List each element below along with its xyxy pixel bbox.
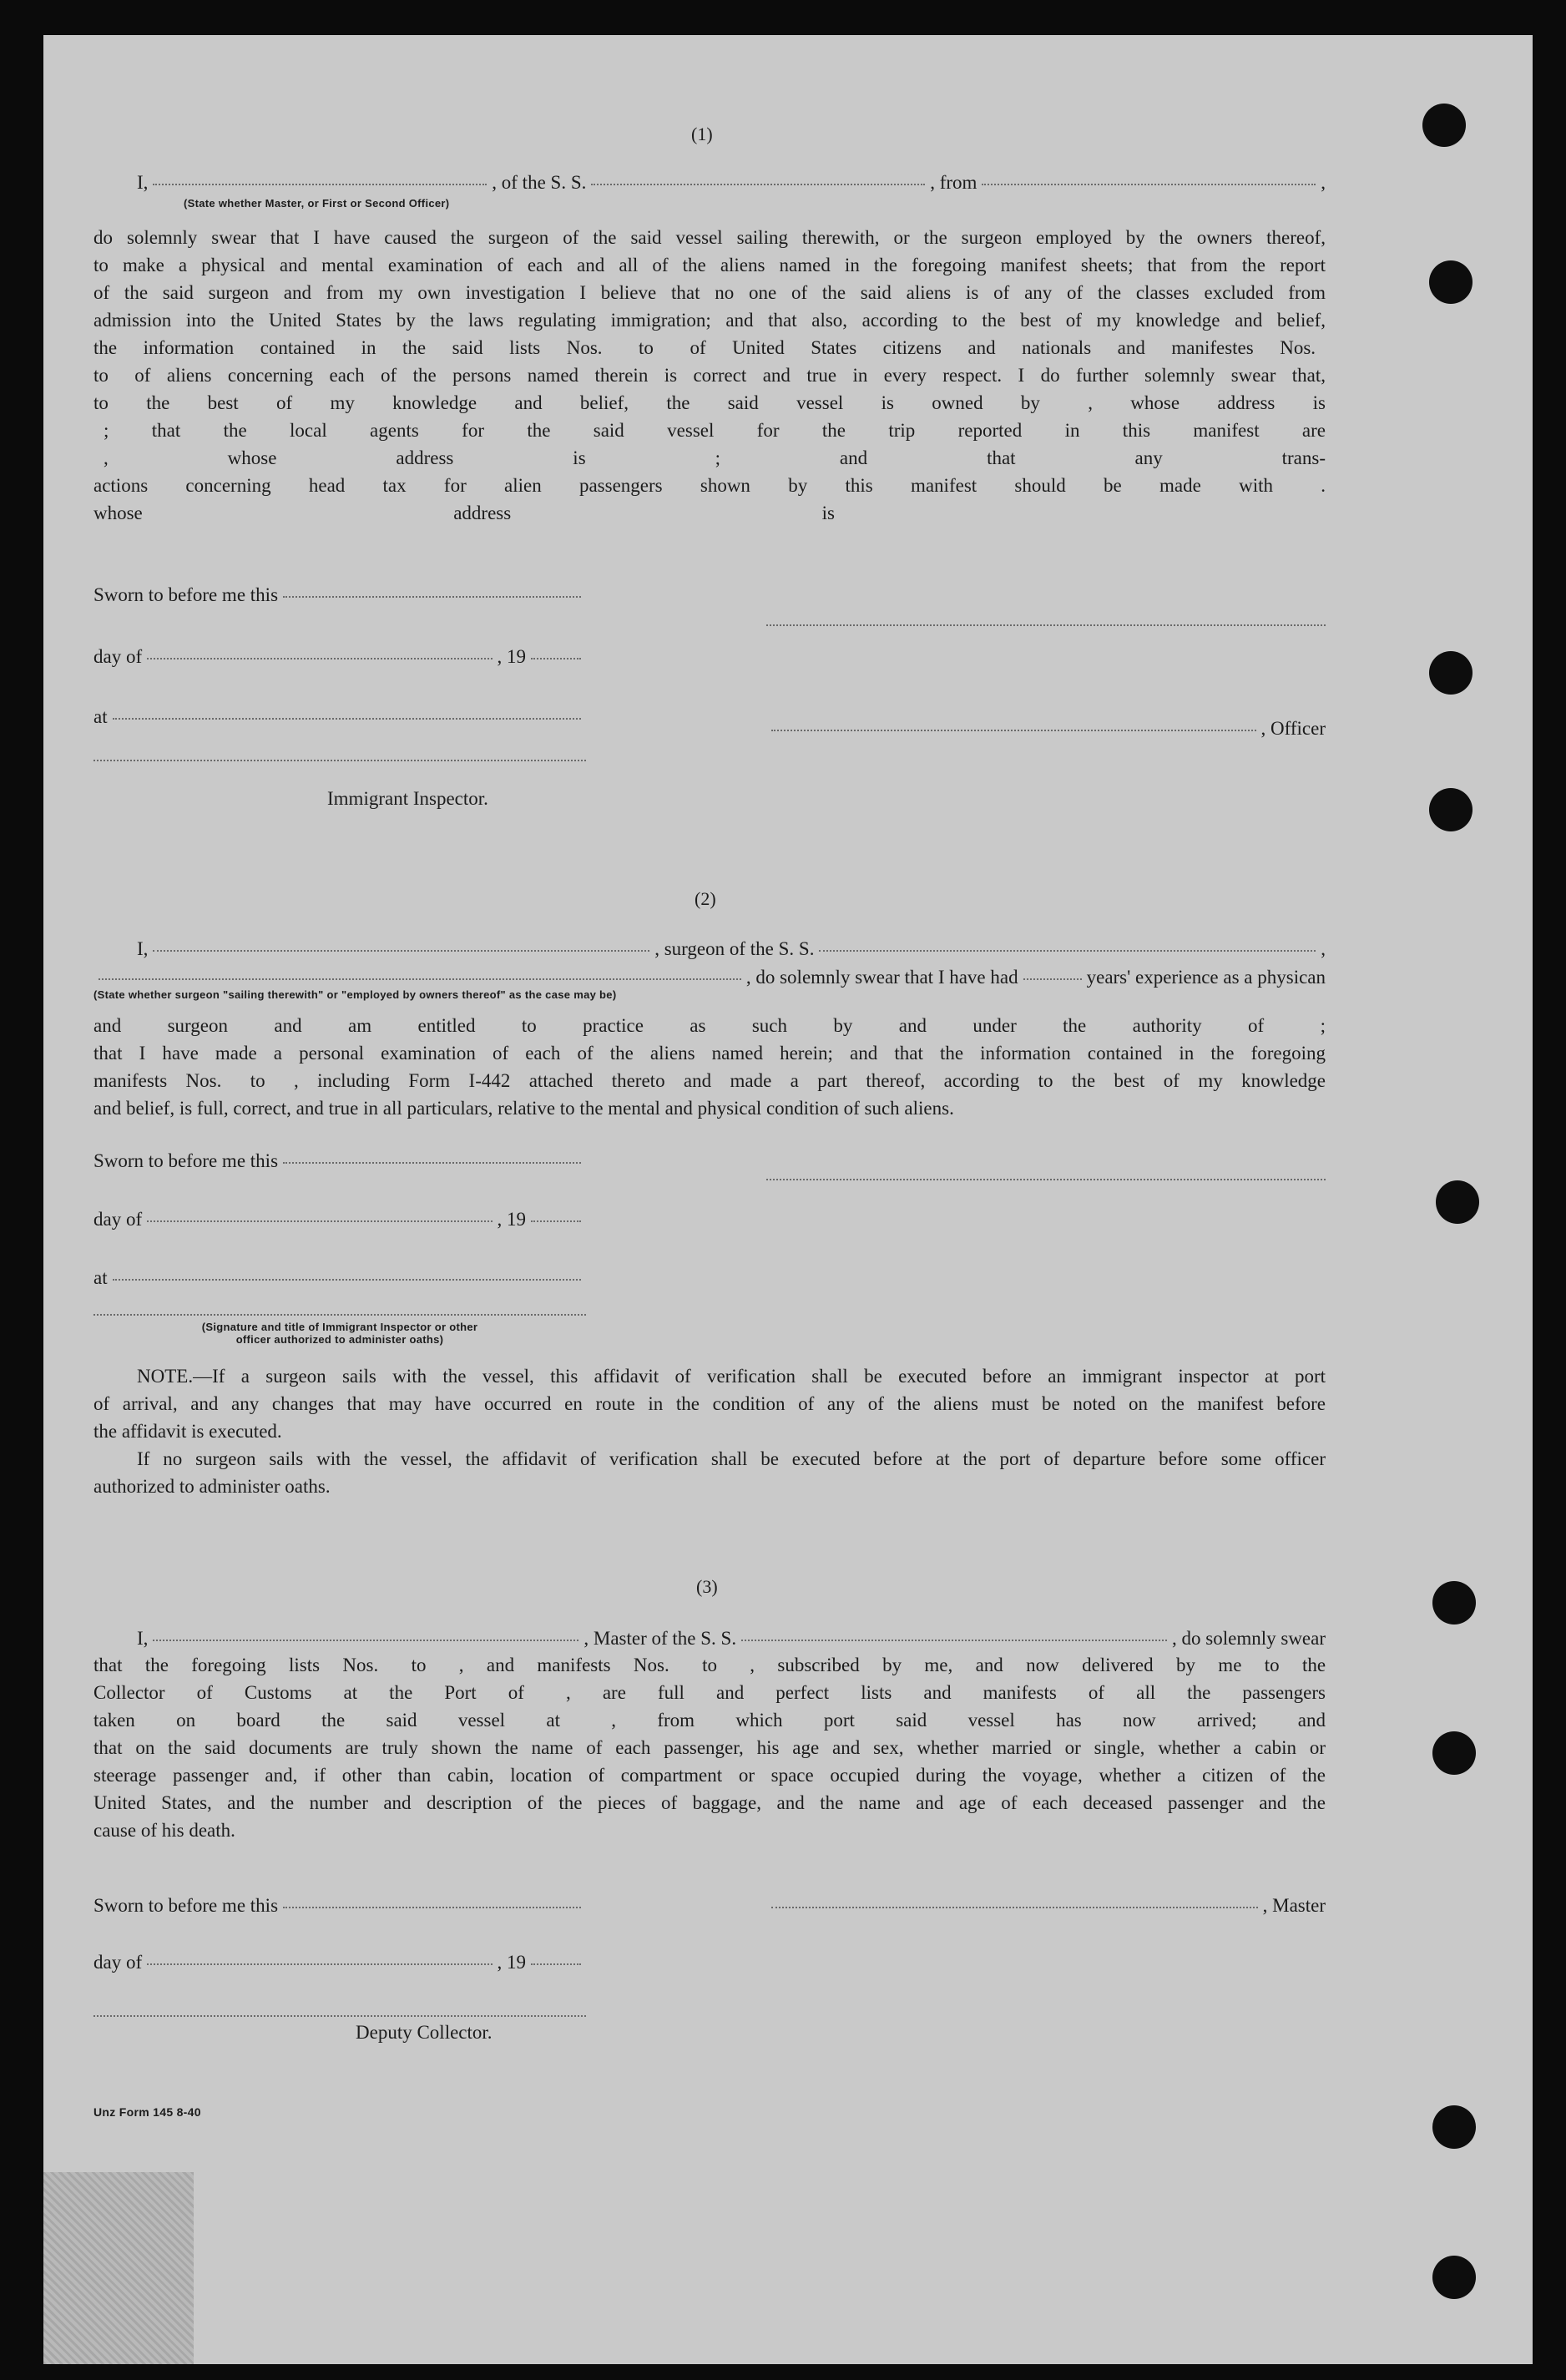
section-1-row: admission into the United States by the laws regulating immigration; and that also, according to the best of my knowledge and belief, xyxy=(93,310,1326,331)
section-1-row: the information contained in the said lists Nos. to of United States citizens and nationals and manifestes Nos. xyxy=(93,337,1316,358)
surgeon-name-field[interactable] xyxy=(153,950,649,952)
section-3-row: United States, and the number and description of the pieces of baggage, and the name and age of each deceased passenger and the xyxy=(93,1792,1326,1813)
binder-hole xyxy=(1432,2256,1476,2299)
master-name-field[interactable] xyxy=(153,184,487,185)
section-3-day: day of , 19 xyxy=(93,1948,586,1976)
section-2-row: that I have made a personal examination of each of the aliens named herein; and that the information contained in the foregoing xyxy=(93,1043,1326,1064)
section-2-row: manifests Nos. to , including Form I-442 attached thereto and made a part thereof, according to the best of my knowledge xyxy=(93,1070,1326,1091)
section-2-row: and surgeon and am entitled to practice as such by and under the authority of ; xyxy=(93,1015,1326,1036)
from-port-field[interactable] xyxy=(982,184,1316,185)
inspector-signature-line[interactable] xyxy=(93,760,586,761)
inspector-signature-line[interactable] xyxy=(93,1314,586,1316)
form-page xyxy=(43,35,1533,2364)
section-1-at: at xyxy=(93,703,586,730)
section-3-line-1: I, , Master of the S. S. , do solemnly swear xyxy=(137,1628,1326,1649)
section-2-line-2: , do solemnly swear that I have had years' experience as a physican xyxy=(93,963,1326,991)
vessel-name-field[interactable] xyxy=(591,184,925,185)
master-signature-field[interactable] xyxy=(771,1907,1258,1908)
paper-shadow xyxy=(43,2172,194,2364)
note-row: of arrival, and any changes that may have occurred en route in the condition of any of the aliens must be noted on the manifest before xyxy=(93,1393,1326,1414)
signature-note: (Signature and title of Immigrant Inspector or other officer authorized to administer oaths) xyxy=(201,1321,478,1346)
master-name-field[interactable] xyxy=(153,1640,578,1641)
section-1-sworn: Sworn to before me this xyxy=(93,581,586,609)
section-1-row: actions concerning head tax for alien passengers shown by this manifest should be made with . xyxy=(93,475,1326,496)
section-1-row: of the said surgeon and from my own investigation I believe that no one of the said aliens is of any of the classes excluded from xyxy=(93,282,1326,303)
binder-hole xyxy=(1432,1581,1476,1625)
binder-hole xyxy=(1432,1731,1476,1775)
sworn-date-field[interactable] xyxy=(283,1162,581,1164)
day-field[interactable] xyxy=(147,1963,492,1965)
at-place-field[interactable] xyxy=(113,1279,581,1281)
years-field[interactable] xyxy=(1023,978,1082,980)
sworn-date-field[interactable] xyxy=(283,1907,581,1908)
note-row: NOTE.—If a surgeon sails with the vessel, this affidavit of verification shall be executed before an immigrant inspector at port xyxy=(137,1366,1326,1387)
immigrant-inspector-label: Immigrant Inspector. xyxy=(327,788,488,809)
section-1-officer: , Officer xyxy=(766,715,1326,742)
section-1-row: do solemnly swear that I have caused the surgeon of the said vessel sailing therewith, or the surgeon employed by the owners thereof, xyxy=(93,227,1326,248)
section-3-row: taken on board the said vessel at , from which port said vessel has now arrived; and xyxy=(93,1710,1326,1731)
section-3-row: Collector of Customs at the Port of , are full and perfect lists and manifests of all the passengers xyxy=(93,1682,1326,1703)
section-1-line-1: I, , of the S. S. , from , xyxy=(137,172,1326,193)
section-2-note: (State whether surgeon "sailing therewith" or "employed by owners thereof" as the case may be) xyxy=(93,988,617,1001)
binder-hole xyxy=(1429,260,1473,304)
section-2-body xyxy=(93,1012,1326,1122)
deputy-signature-line[interactable] xyxy=(93,2015,586,2017)
section-1-row: ; that the local agents for the said vessel for the trip reported in this manifest are xyxy=(104,420,1326,441)
year-field[interactable] xyxy=(531,1220,581,1222)
binder-hole xyxy=(1429,788,1473,831)
section-2-line-1: I, , surgeon of the S. S. , xyxy=(137,938,1326,959)
section-3-row: steerage passenger and, if other than cabin, location of compartment or space occupied during the voyage, whether a citizen of the xyxy=(93,1765,1326,1786)
section-1-note: (State whether Master, or First or Second Officer) xyxy=(184,197,450,210)
note-block xyxy=(93,1362,1326,1500)
binder-hole xyxy=(1429,651,1473,695)
section-1-number: (1) xyxy=(691,124,713,144)
surgeon-type-field[interactable] xyxy=(99,978,741,980)
officer-signature-field[interactable] xyxy=(771,730,1256,731)
section-1-row: whose address is xyxy=(93,503,835,523)
section-2-number: (2) xyxy=(695,888,716,909)
section-3-master: , Master xyxy=(766,1892,1326,1919)
signature-line[interactable] xyxy=(766,624,1326,626)
section-2-at: at xyxy=(93,1264,586,1291)
section-1-row: to of aliens concerning each of the persons named therein is correct and true in every respect. I do further solemnly swear that, xyxy=(93,365,1326,386)
section-1-row: to make a physical and mental examination of each and all of the aliens named in the foregoing manifest sheets; that from the report xyxy=(93,255,1326,275)
note-row: the affidavit is executed. xyxy=(93,1421,282,1442)
at-place-field[interactable] xyxy=(113,718,581,720)
section-1-row: , whose address is ; and that any trans- xyxy=(104,447,1326,468)
section-3-row: that on the said documents are truly shown the name of each passenger, his age and sex, whether married or single, whether a cabin or xyxy=(93,1737,1326,1758)
section-3-row: cause of his death. xyxy=(93,1820,235,1841)
year-field[interactable] xyxy=(531,1963,581,1965)
note-row: authorized to administer oaths. xyxy=(93,1476,331,1497)
section-2-day: day of , 19 xyxy=(93,1205,586,1233)
section-2-sworn: Sworn to before me this xyxy=(93,1147,586,1175)
vessel-name-field[interactable] xyxy=(819,950,1316,952)
section-1-day: day of , 19 xyxy=(93,643,586,670)
day-field[interactable] xyxy=(147,658,492,659)
section-3-sworn: Sworn to before me this xyxy=(93,1892,586,1919)
deputy-collector-label: Deputy Collector. xyxy=(356,2022,493,2043)
vessel-name-field[interactable] xyxy=(741,1640,1167,1641)
form-number: Unz Form 145 8-40 xyxy=(93,2105,201,2119)
surgeon-signature-line[interactable] xyxy=(766,1179,1326,1180)
year-field[interactable] xyxy=(531,658,581,659)
day-field[interactable] xyxy=(147,1220,492,1222)
binder-hole xyxy=(1422,104,1466,147)
section-2-row: and belief, is full, correct, and true in all particulars, relative to the mental and physical condition of such aliens. xyxy=(93,1098,954,1119)
section-3-row: that the foregoing lists Nos. to , and manifests Nos. to , subscribed by me, and now delivered by me to the xyxy=(93,1655,1326,1675)
section-3-body xyxy=(93,1651,1326,1844)
section-1-body xyxy=(93,224,1326,527)
binder-hole xyxy=(1432,2105,1476,2149)
section-1-row: to the best of my knowledge and belief, the said vessel is owned by , whose address is xyxy=(93,392,1326,413)
note-row: If no surgeon sails with the vessel, the affidavit of verification shall be executed before at the port of departure before some officer xyxy=(137,1448,1326,1469)
binder-hole xyxy=(1436,1180,1479,1224)
section-3-number: (3) xyxy=(696,1576,718,1597)
sworn-date-field[interactable] xyxy=(283,596,581,598)
